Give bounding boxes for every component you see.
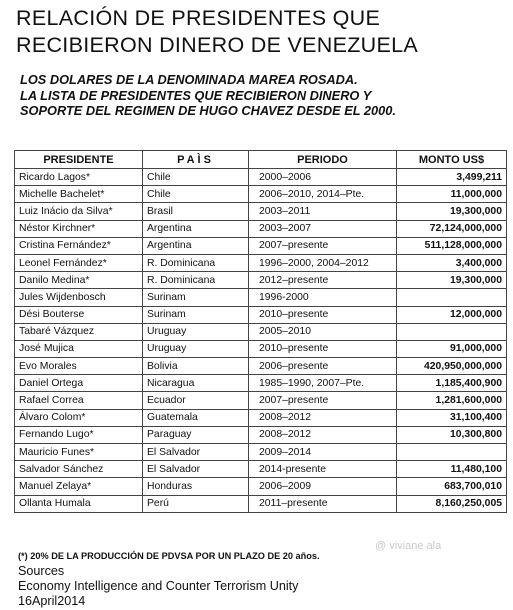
cell-monto — [397, 323, 507, 340]
subtitle-line-3: SOPORTE DEL REGIMEN DE HUGO CHAVEZ DESDE EL 2000. — [20, 103, 396, 118]
cell-presidente: Álvaro Colom* — [15, 409, 143, 426]
cell-monto: 72,124,000,000 — [397, 220, 507, 237]
cell-monto: 683,700,010 — [397, 478, 507, 495]
table-row — [15, 444, 507, 461]
table-row — [15, 237, 507, 254]
table-row — [15, 254, 507, 271]
table-row — [15, 409, 507, 426]
cell-periodo: 2010–presente — [249, 340, 397, 357]
cell-presidente: Cristina Fernández* — [15, 237, 143, 254]
cell-pais: Surinam — [143, 289, 249, 306]
table-row — [15, 340, 507, 357]
cell-presidente: Salvador Sánchez — [15, 461, 143, 478]
cell-pais: R. Dominicana — [143, 272, 249, 289]
title-line-1: RELACIÓN DE PRESIDENTES QUE — [16, 6, 381, 30]
cell-pais: Perú — [143, 495, 249, 512]
cell-periodo: 2005–2010 — [249, 323, 397, 340]
cell-periodo: 2000–2006 — [249, 169, 397, 186]
cell-presidente: Fernando Lugo* — [15, 426, 143, 443]
document-subtitle — [20, 72, 500, 119]
cell-presidente: Néstor Kirchner* — [15, 220, 143, 237]
sources-organization: Economy Intelligence and Counter Terrorism Unity — [18, 579, 299, 593]
cell-periodo: 1996-2000 — [249, 289, 397, 306]
cell-monto: 11,480,100 — [397, 461, 507, 478]
cell-pais: Chile — [143, 169, 249, 186]
cell-presidente: Luiz Inácio da Silva* — [15, 203, 143, 220]
table-row — [15, 478, 507, 495]
table-row — [15, 220, 507, 237]
cell-periodo: 2008–2012 — [249, 409, 397, 426]
cell-presidente: Daniel Ortega — [15, 375, 143, 392]
presidents-table — [14, 150, 507, 513]
cell-periodo: 2012–presente — [249, 272, 397, 289]
cell-presidente: Danilo Medina* — [15, 272, 143, 289]
cell-periodo: 2006–2010, 2014–Pte. — [249, 186, 397, 203]
cell-presidente: Dési Bouterse — [15, 306, 143, 323]
cell-pais: Chile — [143, 186, 249, 203]
table-row — [15, 461, 507, 478]
cell-monto: 3,400,000 — [397, 254, 507, 271]
cell-presidente: Mauricio Funes* — [15, 444, 143, 461]
cell-presidente: Tabaré Vázquez — [15, 323, 143, 340]
cell-monto: 19,300,000 — [397, 203, 507, 220]
cell-monto: 3,499,211 — [397, 169, 507, 186]
cell-pais: Nicaragua — [143, 375, 249, 392]
cell-pais: El Salvador — [143, 444, 249, 461]
subtitle-line-2: LA LISTA DE PRESIDENTES QUE RECIBIERON DINERO Y — [20, 87, 372, 103]
cell-monto: 511,128,000,000 — [397, 237, 507, 254]
header-periodo: PERIODO — [249, 151, 397, 169]
cell-periodo: 2006–presente — [249, 358, 397, 375]
cell-monto: 8,160,250,005 — [397, 495, 507, 512]
cell-presidente: Michelle Bachelet* — [15, 186, 143, 203]
cell-presidente: Manuel Zelaya* — [15, 478, 143, 495]
cell-monto — [397, 289, 507, 306]
table-row — [15, 186, 507, 203]
table-row — [15, 375, 507, 392]
table-body — [15, 169, 507, 513]
cell-periodo: 2003–2007 — [249, 220, 397, 237]
cell-presidente: Evo Morales — [15, 358, 143, 375]
table-row — [15, 306, 507, 323]
cell-presidente: Jules Wijdenbosch — [15, 289, 143, 306]
header-monto: MONTO US$ — [397, 151, 507, 169]
table-header-row — [15, 151, 507, 169]
sources-date: 16April2014 — [18, 594, 86, 608]
cell-periodo: 2014-presente — [249, 461, 397, 478]
cell-periodo: 2009–2014 — [249, 444, 397, 461]
cell-periodo: 2003–2011 — [249, 203, 397, 220]
cell-periodo: 2008–2012 — [249, 426, 397, 443]
cell-periodo: 1996–2000, 2004–2012 — [249, 254, 397, 271]
cell-monto: 10,300,800 — [397, 426, 507, 443]
cell-monto: 91,000,000 — [397, 340, 507, 357]
cell-pais: El Salvador — [143, 461, 249, 478]
cell-pais: Bolivia — [143, 358, 249, 375]
document-title — [16, 5, 506, 59]
watermark-text: @ viviane ala — [375, 540, 442, 552]
table-row — [15, 495, 507, 512]
cell-monto: 11,000,000 — [397, 186, 507, 203]
footnote: (*) 20% DE LA PRODUCCIÓN DE PDVSA POR UN PLAZO DE 20 años. — [18, 551, 320, 561]
cell-pais: R. Dominicana — [143, 254, 249, 271]
cell-monto: 12,000,000 — [397, 306, 507, 323]
sources-block — [18, 564, 508, 609]
table-row — [15, 426, 507, 443]
cell-periodo: 2010–presente — [249, 306, 397, 323]
cell-monto: 420,950,000,000 — [397, 358, 507, 375]
cell-presidente: Ollanta Humala — [15, 495, 143, 512]
cell-pais: Ecuador — [143, 392, 249, 409]
header-presidente: PRESIDENTE — [15, 151, 143, 169]
cell-periodo: 1985–1990, 2007–Pte. — [249, 375, 397, 392]
cell-presidente: Rafael Correa — [15, 392, 143, 409]
cell-periodo: 2007–presente — [249, 237, 397, 254]
table-row — [15, 289, 507, 306]
table-row — [15, 358, 507, 375]
table-row — [15, 323, 507, 340]
cell-pais: Argentina — [143, 220, 249, 237]
cell-monto: 1,185,400,900 — [397, 375, 507, 392]
cell-monto: 19,300,000 — [397, 272, 507, 289]
table-row — [15, 169, 507, 186]
title-line-2: RECIBIERON DINERO DE VENEZUELA — [16, 33, 419, 57]
cell-pais: Uruguay — [143, 323, 249, 340]
cell-monto: 1,281,600,000 — [397, 392, 507, 409]
cell-pais: Honduras — [143, 478, 249, 495]
sources-heading: Sources — [18, 564, 65, 578]
cell-monto: 31,100,400 — [397, 409, 507, 426]
cell-periodo: 2007–presente — [249, 392, 397, 409]
cell-periodo: 2011–presente — [249, 495, 397, 512]
cell-monto — [397, 444, 507, 461]
cell-presidente: Leonel Fernández* — [15, 254, 143, 271]
table-row — [15, 272, 507, 289]
cell-pais: Brasil — [143, 203, 249, 220]
cell-pais: Uruguay — [143, 340, 249, 357]
cell-pais: Surinam — [143, 306, 249, 323]
subtitle-line-1: LOS DOLARES DE LA DENOMINADA MAREA ROSADA. — [20, 72, 358, 87]
cell-pais: Argentina — [143, 237, 249, 254]
cell-presidente: Ricardo Lagos* — [15, 169, 143, 186]
table-row — [15, 203, 507, 220]
header-pais: PAÌS — [143, 151, 249, 169]
cell-pais: Paraguay — [143, 426, 249, 443]
cell-periodo: 2006–2009 — [249, 478, 397, 495]
cell-presidente: José Mujica — [15, 340, 143, 357]
table-row — [15, 392, 507, 409]
cell-pais: Guatemala — [143, 409, 249, 426]
